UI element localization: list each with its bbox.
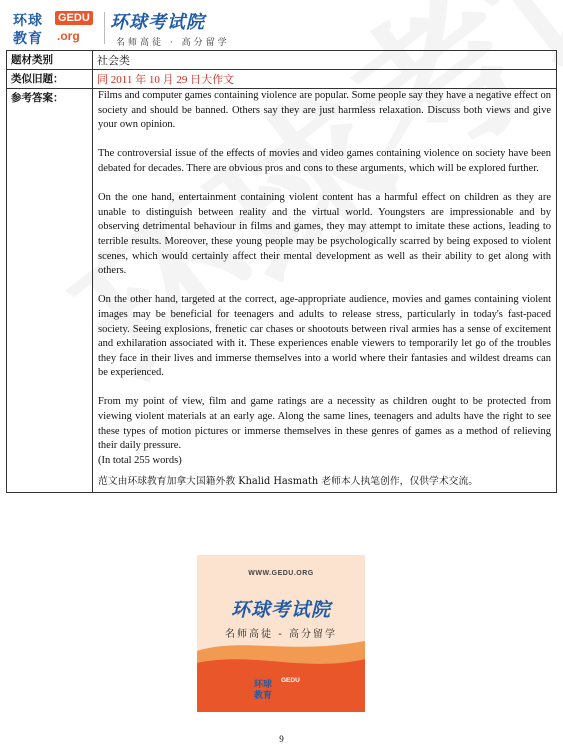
exam-institute-slogan: 名师高徒 · 高分留学: [116, 38, 230, 48]
similar-topic-label: 类似旧题：: [7, 70, 93, 89]
answer-label: 参考答案：: [7, 89, 93, 493]
answer-row: [7, 89, 557, 493]
promo-card: [197, 555, 365, 712]
similar-topic-row: [7, 70, 557, 89]
essay-body-2: On the other hand, targeted at the correct, age-appropriate audience, movies and games containing violent images may be beneficial for teenagers and adults to release stress, particularly in today's fast-paced society. Seeing explosions, frenetic car chases or shootouts between rival armies has a sense of excitement and exhilaration associated with it. These experiences enable viewers to temporarily let go of the troubles they face in their lives and immerse themselves into a world where their fantasies and wildest dreams can be experienced.: [98, 294, 551, 379]
logo-badge: GEDU: [55, 11, 93, 25]
promo-logo-badge: GEDU: [281, 677, 300, 684]
essay-intro: The controversial issue of the effects of movies and video games containing violence on society have been debated for decades. There are obvious pros and cons to these arguments, which will be explored further.: [98, 148, 551, 174]
exam-institute-logo: [110, 8, 230, 48]
essay-body-1: On the one hand, entertainment containing violent content has a harmful effect on children as they are unable to distinguish between reality and the virtual world. Youngsters are impressionable and by observing detrimental behaviour in films and games, they may attempt to imitate these actions, leading to terrible results. Moreover, these young people may be psychologically scarred by being exposed to violent scenes, which would certainly affect their mental development as well as their ability to get along with others.: [98, 192, 551, 277]
exam-institute-name: 环球考试院: [110, 12, 205, 33]
promo-logo-bottom: 教育: [254, 691, 273, 701]
page-number: 9: [279, 734, 284, 744]
promo-small-logo: [254, 677, 314, 701]
promo-logo: 环球考试院: [230, 599, 331, 621]
header-divider: [104, 12, 105, 44]
category-label: 题材类别: [7, 51, 93, 70]
author-credit: 范文由环球教育加拿大国籍外教 Khalid Hasmath 老师本人执笔创作，仅供学术交流。: [98, 476, 479, 488]
answer-body: [93, 89, 557, 493]
promo-url: WWW.GEDU.ORG: [248, 570, 314, 577]
promo-logo-org: .org: [281, 689, 295, 696]
essay-prompt: Films and computer games containing violence are popular. Some people say they have a negative effect on society and should be banned. Others say they are just harmless relaxation. Discuss both views and give your own opinion.: [98, 90, 551, 131]
logo-text-bottom: 教育: [13, 31, 43, 47]
gedu-logo: [13, 10, 103, 48]
logo-text-top: 环球: [13, 13, 43, 29]
category-row: [7, 51, 557, 70]
similar-topic-value: 同 2011 年 10 月 29 日大作文: [93, 70, 557, 89]
logo-org: .org: [57, 29, 80, 43]
category-value: 社会类: [93, 51, 557, 70]
essay-table: [6, 50, 557, 493]
essay-conclusion: From my point of view, film and game ratings are a necessity as children ought to be protected from viewing violent materials at an early age. Along the same lines, teenagers and adults have the right to see these types of motion pictures or immerse themselves in these genres of games as a method of relieving their daily pressure.: [98, 396, 551, 452]
word-count: (In total 255 words): [98, 454, 182, 466]
promo-logo-top: 环球: [254, 680, 273, 690]
promo-slogan: 名师高徒 - 高分留学: [225, 629, 337, 640]
